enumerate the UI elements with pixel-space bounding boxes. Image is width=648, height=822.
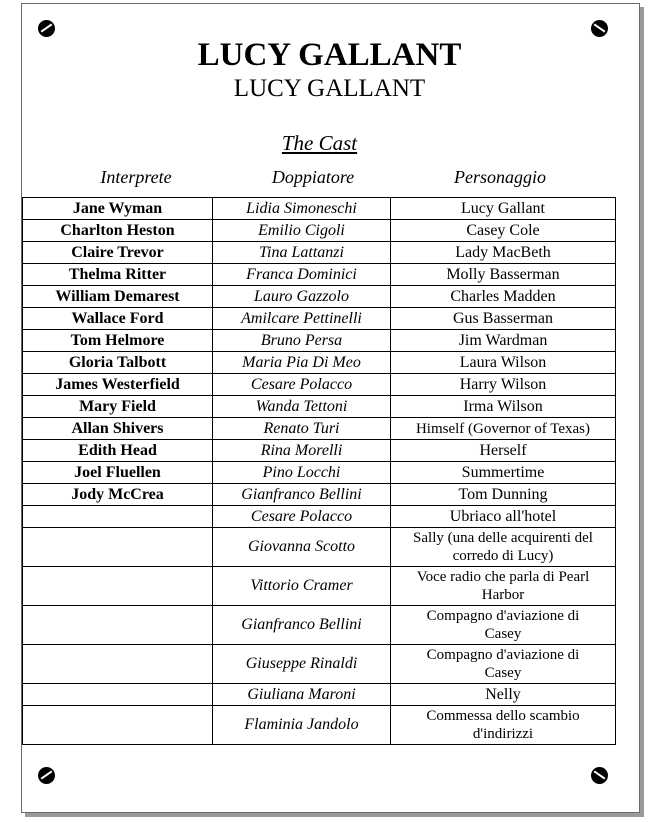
actor-cell bbox=[23, 706, 213, 745]
actor-cell: Wallace Ford bbox=[23, 308, 213, 330]
table-row bbox=[23, 198, 616, 220]
character-line: Commessa dello scambio bbox=[426, 708, 580, 724]
table-row bbox=[23, 220, 616, 242]
voice-actor-cell: Gianfranco Bellini bbox=[213, 606, 391, 645]
actor-cell bbox=[23, 645, 213, 684]
character-cell bbox=[391, 242, 616, 264]
character-cell bbox=[391, 396, 616, 418]
character-cell bbox=[391, 286, 616, 308]
table-row bbox=[23, 506, 616, 528]
character-cell bbox=[391, 684, 616, 706]
character-line: Ubriaco all'hotel bbox=[449, 507, 557, 525]
voice-actor-cell: Maria Pia Di Meo bbox=[213, 352, 391, 374]
actor-cell: Claire Trevor bbox=[23, 242, 213, 264]
character-line: Jim Wardman bbox=[458, 331, 548, 349]
actor-cell: Jody McCrea bbox=[23, 484, 213, 506]
actor-cell: Allan Shivers bbox=[23, 418, 213, 440]
character-cell bbox=[391, 330, 616, 352]
voice-actor-cell: Giuseppe Rinaldi bbox=[213, 645, 391, 684]
actor-cell bbox=[23, 506, 213, 528]
character-line: Charles Madden bbox=[450, 287, 556, 305]
character-line: Harry Wilson bbox=[459, 375, 547, 393]
character-cell bbox=[391, 506, 616, 528]
voice-actor-cell: Cesare Polacco bbox=[213, 374, 391, 396]
actor-cell bbox=[23, 567, 213, 606]
character-cell bbox=[391, 418, 616, 440]
character-line: Laura Wilson bbox=[459, 353, 547, 371]
voice-actor-cell: Amilcare Pettinelli bbox=[213, 308, 391, 330]
table-row bbox=[23, 484, 616, 506]
voice-actor-cell: Cesare Polacco bbox=[213, 506, 391, 528]
character-cell bbox=[391, 567, 616, 606]
voice-actor-cell: Gianfranco Bellini bbox=[213, 484, 391, 506]
character-cell bbox=[391, 440, 616, 462]
character-line: Harbor bbox=[481, 587, 525, 603]
page-subtitle: LUCY GALLANT bbox=[233, 75, 426, 102]
character-line: Compagno d'aviazione di bbox=[426, 608, 580, 624]
screw-icon bbox=[591, 767, 608, 784]
character-cell bbox=[391, 645, 616, 684]
actor-cell: Thelma Ritter bbox=[23, 264, 213, 286]
table-row bbox=[23, 567, 616, 606]
character-line: Sally (una delle acquirenti del bbox=[413, 530, 593, 546]
voice-actor-cell: Wanda Tettoni bbox=[213, 396, 391, 418]
character-line: Gus Basserman bbox=[453, 309, 553, 327]
table-row bbox=[23, 462, 616, 484]
actor-cell bbox=[23, 684, 213, 706]
column-header-voice: Doppiatore bbox=[271, 167, 355, 187]
character-cell bbox=[391, 484, 616, 506]
character-line: Casey Cole bbox=[466, 221, 540, 239]
character-cell bbox=[391, 606, 616, 645]
voice-actor-cell: Giuliana Maroni bbox=[213, 684, 391, 706]
character-line: Compagno d'aviazione di bbox=[426, 647, 580, 663]
table-row bbox=[23, 264, 616, 286]
actor-cell: Tom Helmore bbox=[23, 330, 213, 352]
table-row bbox=[23, 440, 616, 462]
character-cell bbox=[391, 220, 616, 242]
table-row bbox=[23, 242, 616, 264]
character-cell bbox=[391, 706, 616, 745]
character-line: Molly Basserman bbox=[446, 265, 560, 283]
character-line: Lucy Gallant bbox=[461, 199, 545, 217]
actor-cell: Joel Fluellen bbox=[23, 462, 213, 484]
character-line: Summertime bbox=[461, 463, 545, 481]
character-cell bbox=[391, 264, 616, 286]
column-header-actor: Interprete bbox=[100, 167, 172, 187]
actor-cell: William Demarest bbox=[23, 286, 213, 308]
character-line: Herself bbox=[479, 441, 527, 459]
column-header-role: Personaggio bbox=[454, 167, 546, 187]
table-row bbox=[23, 706, 616, 745]
table-row bbox=[23, 528, 616, 567]
character-line: d'indirizzi bbox=[472, 726, 534, 742]
character-cell bbox=[391, 374, 616, 396]
character-cell bbox=[391, 198, 616, 220]
voice-actor-cell: Pino Locchi bbox=[213, 462, 391, 484]
actor-cell: Jane Wyman bbox=[23, 198, 213, 220]
actor-cell: Mary Field bbox=[23, 396, 213, 418]
character-line: Casey bbox=[484, 665, 522, 681]
character-line: Tom Dunning bbox=[458, 485, 548, 503]
actor-cell: Edith Head bbox=[23, 440, 213, 462]
character-line: Lady MacBeth bbox=[455, 243, 551, 261]
voice-actor-cell: Lauro Gazzolo bbox=[213, 286, 391, 308]
table-row bbox=[23, 374, 616, 396]
actor-cell bbox=[23, 528, 213, 567]
actor-cell: Gloria Talbott bbox=[23, 352, 213, 374]
character-cell bbox=[391, 308, 616, 330]
voice-actor-cell: Rina Morelli bbox=[213, 440, 391, 462]
character-cell bbox=[391, 462, 616, 484]
character-line: Himself (Governor of Texas) bbox=[415, 420, 591, 437]
voice-actor-cell: Flaminia Jandolo bbox=[213, 706, 391, 745]
table-row bbox=[23, 352, 616, 374]
table-row bbox=[23, 286, 616, 308]
actor-cell: Charlton Heston bbox=[23, 220, 213, 242]
cast-heading: The Cast bbox=[281, 131, 358, 155]
table-row bbox=[23, 606, 616, 645]
table-row bbox=[23, 308, 616, 330]
actor-cell bbox=[23, 606, 213, 645]
character-line: Irma Wilson bbox=[463, 397, 543, 415]
voice-actor-cell: Emilio Cigoli bbox=[213, 220, 391, 242]
character-cell bbox=[391, 352, 616, 374]
voice-actor-cell: Tina Lattanzi bbox=[213, 242, 391, 264]
cast-table bbox=[22, 197, 616, 745]
voice-actor-cell: Franca Dominici bbox=[213, 264, 391, 286]
character-line: Nelly bbox=[485, 685, 521, 703]
table-row bbox=[23, 418, 616, 440]
character-line: corredo di Lucy) bbox=[452, 548, 554, 564]
table-row bbox=[23, 684, 616, 706]
actor-cell: James Westerfield bbox=[23, 374, 213, 396]
screw-icon bbox=[38, 767, 55, 784]
character-line: Casey bbox=[484, 626, 522, 642]
page-title: LUCY GALLANT bbox=[197, 37, 462, 73]
voice-actor-cell: Renato Turi bbox=[213, 418, 391, 440]
character-cell bbox=[391, 528, 616, 567]
character-line: Voce radio che parla di Pearl bbox=[416, 569, 590, 585]
table-row bbox=[23, 396, 616, 418]
voice-actor-cell: Giovanna Scotto bbox=[213, 528, 391, 567]
voice-actor-cell: Bruno Persa bbox=[213, 330, 391, 352]
voice-actor-cell: Lidia Simoneschi bbox=[213, 198, 391, 220]
table-row bbox=[23, 330, 616, 352]
table-row bbox=[23, 645, 616, 684]
voice-actor-cell: Vittorio Cramer bbox=[213, 567, 391, 606]
